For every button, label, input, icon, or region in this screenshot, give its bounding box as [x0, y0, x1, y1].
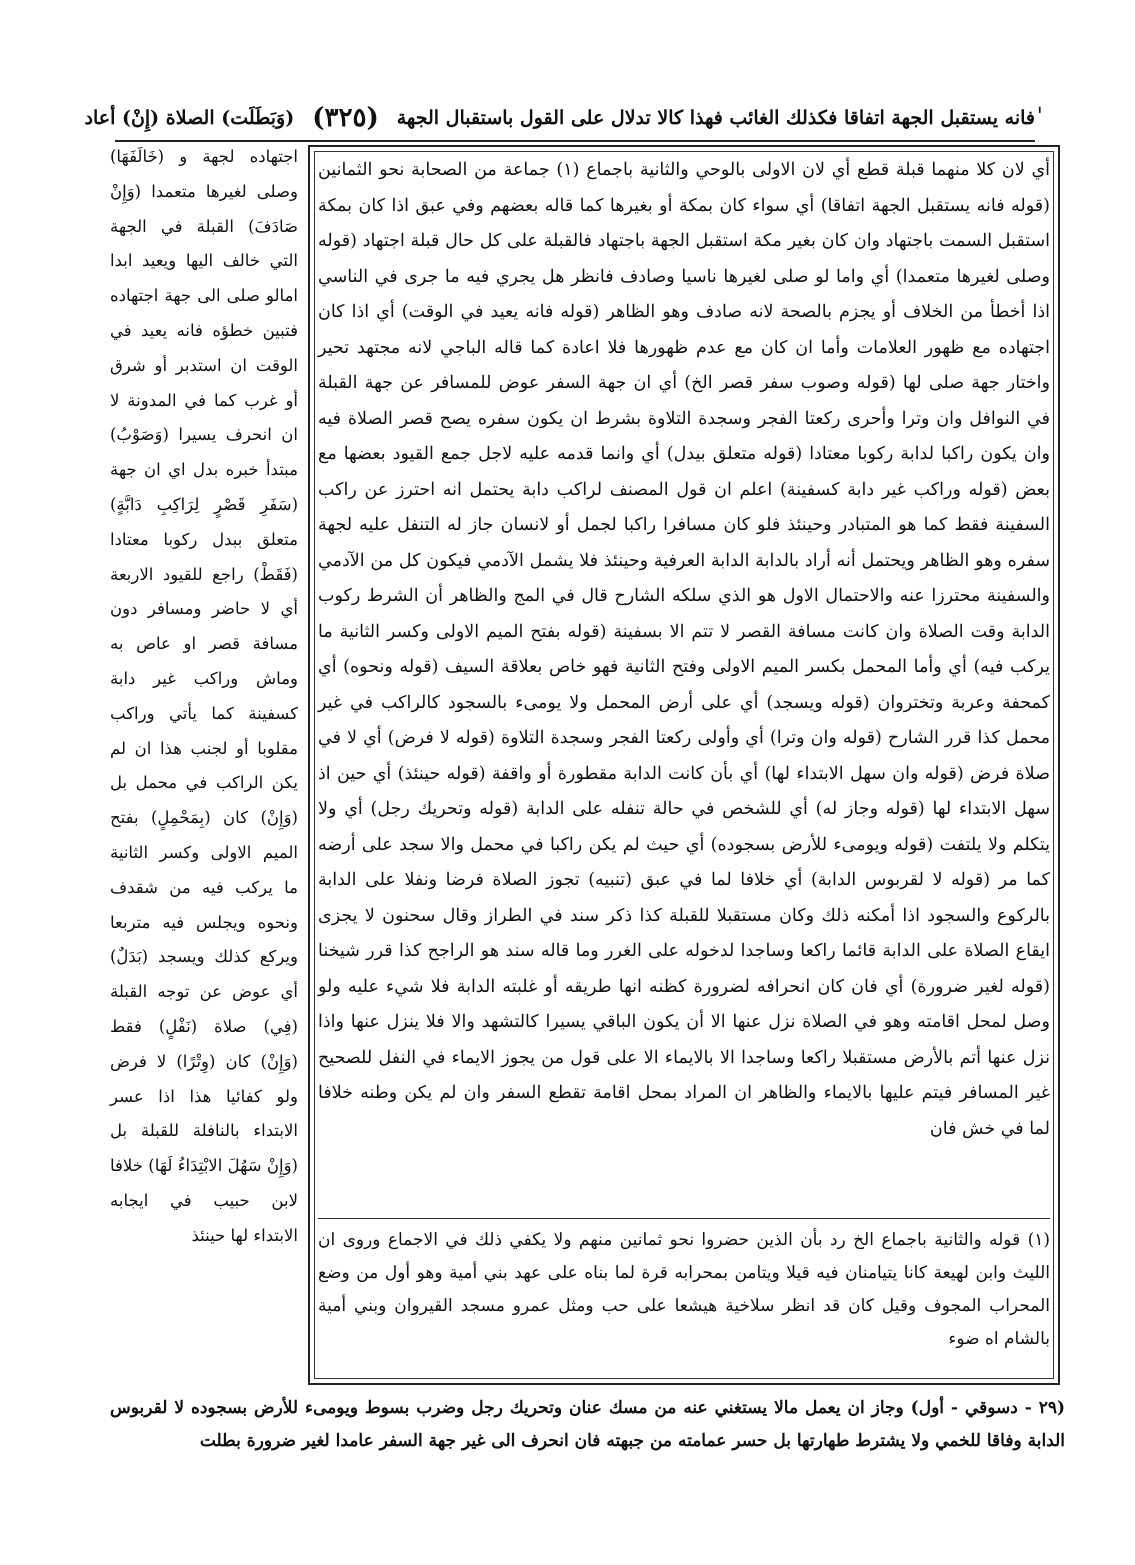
margin-paragraph: اجتهاده لجهة و (خَالَفَهَا) وصلى لغيرها متعمدا (وَإِنْ صَادَفَ) القبلة في الجهة التي خالف اليها ويعيد ابدا امالو صلى الى جهة اجتهاده فتبين خطؤه فانه يعيد في الوقت ان استدبر أو شرق أو غرب كما في المدونة لا ان انحرف يسيرا (وَصَوْبُ) مبتدأ خبره بدل اي ان جهة (سَفَرِ قَصْرٍ لِرَاكِبِ دَابَّةٍ) متعلق ببدل ركوبا معتادا (فَقَطْ) راجع للقيود الاربعة أي لا حاضر ومسافر دون مسافة قصر او عاص به وماش وراكب غير دابة كسفينة كما يأتي وراكب مقلوبا أو لجنب هذا ان لم يكن الراكب في محمل بل (وَإِنْ) كان (بِمَحْمِلٍ) بفتح الميم الاولى وكسر الثانية ما يركب فيه من شقدف ونحوه ويجلس فيه متربعا ويركع كذلك ويسجد (بَدَلٌ) أي عوض عن توجه القبلة (فِي) صلاة (نَفْلٍ) فقط (وَإِنْ) كان (وِتْرًا) لا فرض ولو كفائيا هذا اذا عسر الابتداء بالنافلة للقبلة بل (وَإِنْ سَهُلَ الابْتِدَاءُ لَهَا) خلافا لابن حبيب في ايجابه الابتداء لها حينئذ — [110, 147, 298, 1245]
header-left-text: (وَبَطَلَت) الصلاة (إِنْ) أعاد — [84, 107, 295, 129]
footnote — [318, 1224, 1050, 1379]
bottom-continuation-text — [110, 1392, 1065, 1492]
bottom-paragraph: (٢٩ - دسوقي - أول) وجاز ان يعمل مالا يستغني عنه من مسك عنان وتحريك رجل وضرب بسوط ويومىء للأرض بسجوده لا لقربوس الدابة وفاقا للخمي ولا يشترط طهارتها بل حسر عمامته من جبهته فان انحرف الى غير جهة السفر عامدا لغير ضرورة بطلت — [110, 1398, 1065, 1451]
header-right-text: ٰفانه يستقبل الجهة اتفاقا فكذلك الغائب فهذا كالا تدلال على القول باستقبال الجهة — [396, 107, 1035, 129]
page-number: (٣٢٥) — [312, 103, 379, 133]
footnote-rule — [318, 1218, 1050, 1219]
main-commentary-paragraph: أي لان كلا منهما قبلة قطع أي لان الاولى بالوحي والثانية باجماع (١) جماعة من الصحابة نحو الثمانين (قوله فانه يستقبل الجهة اتفاقا) أي سواء كان بمكة أو بغيرها كما قاله بعضهم وفي عبق اذا كان بمكة استقبل السمت باجتهاد وان كان بغير مكة استقبل الجهة باجتهاد فالقبلة على كل حال قبلة اجتهاد (قوله وصلى لغيرها متعمدا) أي واما لو صلى لغيرها ناسيا وصادف فانظر هل يجري فيه ما جرى في الناسي اذا أخطأ من الخلاف أو يجزم بالصحة لانه صادف وهو الظاهر (قوله فانه يعيد في الوقت) أي اذا كان اجتهاده مع ظهور العلامات وأما ان كان مع عدم ظهورها فلا اعادة كما قاله الباجي لانه مجتهد تحير واختار جهة صلى لها (قوله وصوب سفر قصر الخ) أي ان جهة السفر عوض للمسافر عن جهة القبلة في النوافل وان وترا وأحرى ركعتا الفجر وسجدة التلاوة بشرط ان يكون سفره يصح قصر الصلاة فيه وان يكون راكبا لدابة ركوبا معتادا (قوله متعلق بيدل) أي وانما قدمه عليه لاجل جمع القيود بعضها مع بعض (قوله وراكب غير دابة كسفينة) اعلم ان قول المصنف لراكب دابة يحتمل انه احترز عن راكب السفينة فقط كما هو المتبادر وحينئذ فلو كان مسافرا راكبا لجمل أو لانسان جاز له التنفل عليه لجهة سفره وهو الظاهر ويحتمل أنه أراد بالدابة الدابة العرفية وحينئذ فلا يشمل الآدمي فيكون كل من الآدمي والسفينة محترزا عنه والاحتمال الاول هو الذي سلكه الشارح قال في المج والظاهر أن الشرط ركوب الدابة وقت الصلاة وان كانت مسافة القصر لا تتم الا بسفينة (قوله بفتح الميم الاولى وكسر الثانية ما يركب فيه) أي وأما المحمل بكسر الميم الاولى وفتح الثانية فهو خاص بعلاقة السيف (قوله ونحوه) أي كمحفة وعربة وتختروان (قوله ويسجد) أي على أرض المحمل ولا يومىء بالسجود كالراكب في غير محمل كذا قرر الشارح (قوله وان وترا) أي وأولى ركعتا الفجر وسجدة التلاوة (قوله لا فرض) أي لا في صلاة فرض (قوله وان سهل الابتداء لها) أي بأن كانت الدابة مقطورة أو واقفة (قوله حينئذ) أي حين اذ سهل الابتداء لها (قوله وجاز له) أي للشخص في حالة تنفله على الدابة (قوله وتحريك رجل) أي ولا يتكلم ولا يلتفت (قوله ويومىء للأرض بسجوده) أي حيث لم يكن راكبا في محمل والا سجد على أرضه كما مر (قوله لا لقربوس الدابة) أي خلافا لما في عبق (تنبيه) تجوز الصلاة فرضا ونفلا على الدابة بالركوع والسجود اذا أمكنه ذلك وكان مستقبلا للقبلة كذا ذكر سند في الطراز وقال سحنون لا يجزى ايقاع الصلاة على الدابة قائما راكعا وساجدا لدخوله على الغرر وما قاله سند هو الراجح كذا قرر شيخنا (قوله لغير ضرورة) أي فان كان انحرافه لضرورة كظنه انها طريقه أو غلبته الدابة فلا شيء عليه ولو وصل لمحل اقامته وهو في الصلاة نزل عنها الا أن يكون الباقي يسيرا كالتشهد والا فلا ينزل عنها واذا نزل عنها أتم بالأرض مستقبلا راكعا وساجدا الا بالايماء الا على قول من يجوز الايماء في النفل للصحيح غير المسافر فيتم عليها بالايماء والظاهر ان المراد بمحل اقامة تقطع السفر وان لم يكن وطنه خلافا لما في خش فان — [318, 160, 1050, 1139]
margin-column-text — [110, 140, 298, 1405]
running-header — [84, 98, 1035, 138]
main-commentary-text — [318, 153, 1050, 1213]
footnote-paragraph: (١) قوله والثانية باجماع الخ رد بأن الذين حضروا نحو ثمانين منهم ولا يكفي ذلك في الاجماع وروى ان الليث وابن لهيعة كانا يتيامنان فيه قيلا ويتامن بمحرابه قرة لما بناه على عهد بني أمية وهو أول من وضع المحراب المجوف وقيل كان قد انظر سلاخية هيشعا على حب ومثل عمرو مسجد القيروان وبني أمية بالشام اه ضوء — [318, 1230, 1050, 1349]
